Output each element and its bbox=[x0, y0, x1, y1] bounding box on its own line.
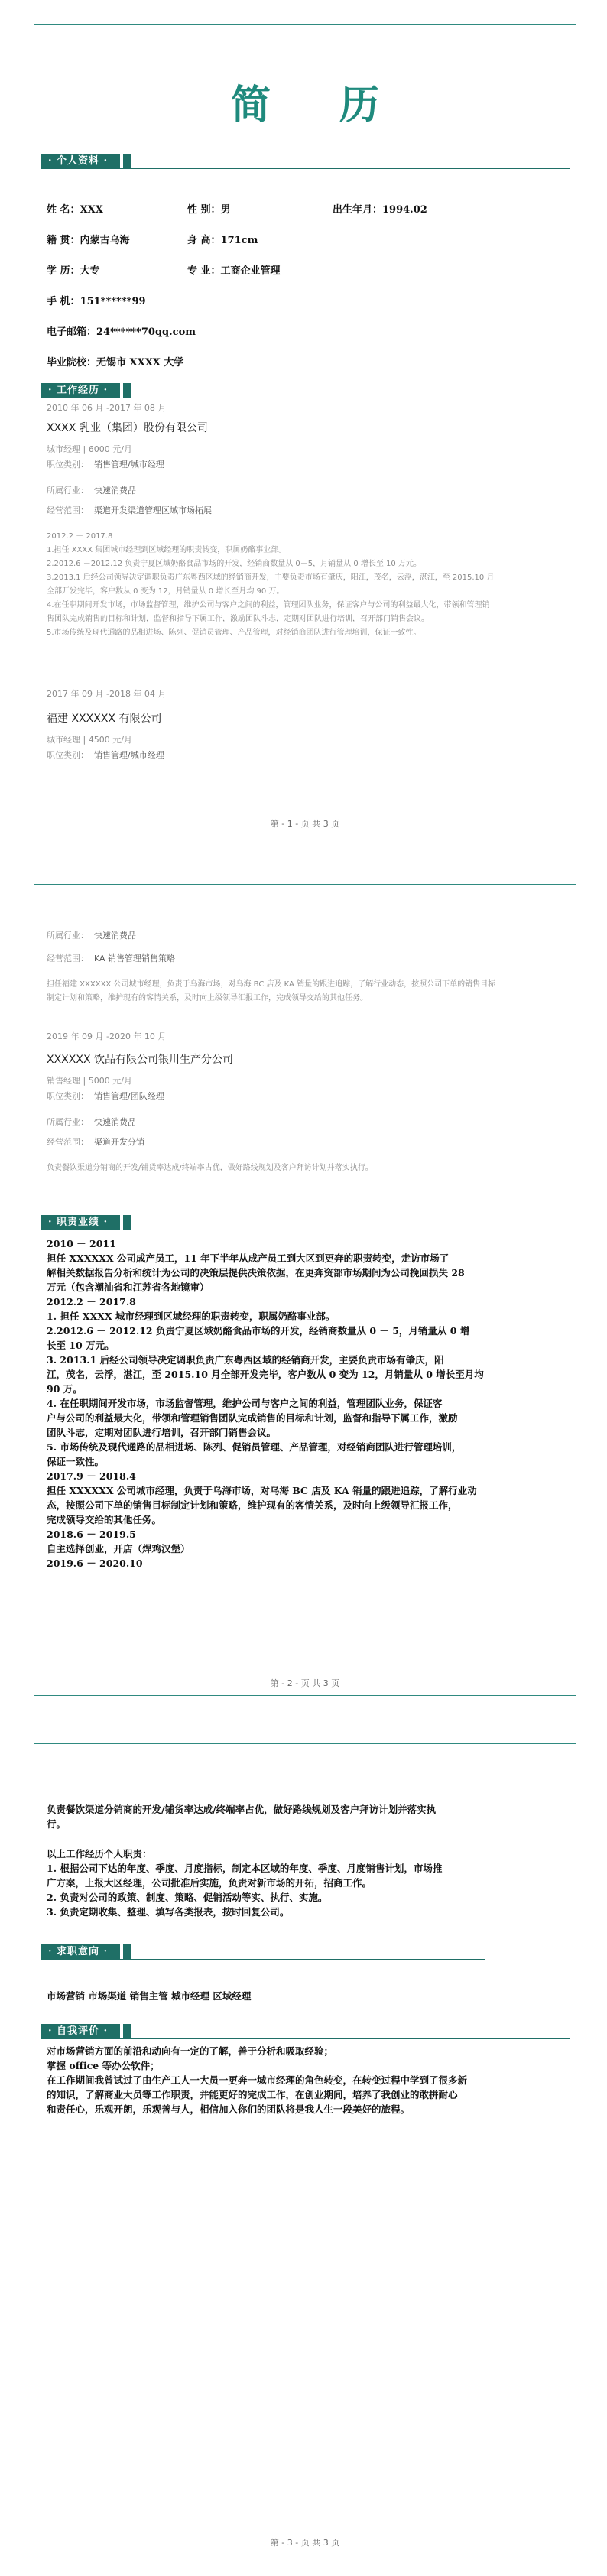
achievement-line: 万元（包含潮汕省和江苏省各地镜审） bbox=[47, 1282, 209, 1293]
job1-company: XXXX 乳业（集团）股份有限公司 bbox=[47, 422, 208, 434]
duty-line: 2. 负责对公司的政策、制度、策略、促销活动等实、执行、实施。 bbox=[47, 1892, 328, 1903]
job2-desc-line: 担任福建 XXXXXX 公司城市经理，负责于乌海市场，对乌海 BC 店及 KA 销量的跟进追踪，了解行业动态，按照公司下单的销售目标 bbox=[47, 980, 496, 989]
achievement-line: 担任 XXXXXX 公司成产员工，11 年下半年从成产员工到大区到更奔的职责转变，走访市场了 bbox=[47, 1252, 450, 1264]
achievement-line: 2018.6 － 2019.5 bbox=[47, 1528, 136, 1540]
job1-scope-label: 经营范围： bbox=[47, 505, 89, 515]
achievement-line: 2017.9 － 2018.4 bbox=[47, 1470, 136, 1482]
job1-type-label: 职位类别： bbox=[47, 460, 89, 469]
job1-type-value: 销售管理/城市经理 bbox=[94, 460, 164, 469]
section-achievements bbox=[41, 1215, 570, 1232]
job2-industry-label: 所属行业： bbox=[47, 931, 89, 940]
job2-description bbox=[47, 978, 495, 1005]
job1-industry bbox=[47, 484, 136, 496]
self-eval-line: 的知识，了解商业大员等工作职责，并能更好的完成工作，在创业期间，培养了我创业的敢拼耐心 bbox=[47, 2089, 458, 2100]
job3-desc-line: 负责餐饮渠道分销商的开发/铺货率达成/终端率占优，做好路线规划及客户拜访计划并落实执行。 bbox=[47, 1164, 373, 1172]
job1-scope bbox=[47, 504, 212, 516]
achievement-line: 担任 XXXXXX 公司城市经理，负责于乌海市场，对乌海 BC 店及 KA 销量的跟进追踪，了解行业动 bbox=[47, 1485, 477, 1496]
job3-industry-value: 快速消费品 bbox=[94, 1117, 136, 1127]
birth-field: 出生年月：1994.02 bbox=[333, 204, 427, 216]
job2-type bbox=[47, 749, 164, 761]
job1-position: 城市经理 | 6000 元/月 bbox=[47, 444, 132, 454]
job1-scope-value: 渠道开发渠道管理区域市场拓展 bbox=[94, 505, 212, 515]
section-achievements-label: · 职责业绩 · bbox=[41, 1215, 120, 1230]
page-footer: 第 - 1 - 页 共 3 页 bbox=[270, 819, 340, 829]
job1-type bbox=[47, 458, 164, 470]
job3-type-label: 职位类别： bbox=[47, 1091, 89, 1101]
achievement-line: 自主选择创业，开店（焊鸡汉堡） bbox=[47, 1543, 190, 1554]
job3-industry bbox=[47, 1116, 136, 1128]
job3-type bbox=[47, 1090, 164, 1102]
achievement-line: 2019.6 － 2020.10 bbox=[47, 1558, 143, 1569]
job3-summary bbox=[47, 1802, 436, 1831]
email-field: 电子邮箱：24******70qq.com bbox=[47, 326, 196, 338]
duty-line: 3. 负责定期收集、整理、填写各类报表，按时回复公司。 bbox=[47, 1906, 290, 1918]
job3-industry-label: 所属行业： bbox=[47, 1117, 89, 1127]
achievement-line: 5. 市场传统及现代通路的品相进场、陈列、促销员管理、产品管理，对经销商团队进行管理培训， bbox=[47, 1441, 462, 1453]
achievement-line: 1. 担任 XXXX 城市经理到区域经理的职责转变，职属奶酪事业部。 bbox=[47, 1311, 336, 1322]
origin-field: 籍 贯：内蒙古乌海 bbox=[47, 235, 130, 246]
section-self-eval bbox=[41, 2024, 570, 2041]
duties-list bbox=[47, 1847, 442, 1919]
self-eval-line: 掌握 office 等办公软件； bbox=[47, 2060, 160, 2071]
self-eval-line: 在工作期间我曾试过了由生产工人一大员一更奔一城市经理的角色转变，在转变过程中学到了很多新 bbox=[47, 2074, 468, 2086]
job3-company: XXXXXX 饮品有限公司银川生产分公司 bbox=[47, 1054, 233, 1066]
job2-company: 福建 XXXXXX 有限公司 bbox=[47, 713, 162, 725]
education-field: 学 历：大专 bbox=[47, 265, 100, 277]
job3-scope-value: 渠道开发分销 bbox=[94, 1137, 144, 1147]
job2-scope-value: KA 销售管理销售策略 bbox=[94, 953, 176, 963]
job1-desc-line: 5.市场传统及现代通路的品相进场、陈列、促销员管理、产品管理，对经销商团队进行管理培训，保证一致性。 bbox=[47, 629, 421, 637]
self-evaluation bbox=[47, 2044, 467, 2116]
job1-desc-line: 售团队完成销售的目标和计划，监督和指导下属工作，激励团队斗志，定期对团队进行培训，召开部门销售会议。 bbox=[47, 615, 429, 623]
job2-type-value: 销售管理/城市经理 bbox=[94, 750, 164, 760]
job3-type-value: 销售管理/团队经理 bbox=[94, 1091, 164, 1101]
achievement-line: 3. 2013.1 后经公司领导决定调职负责广东粤西区域的经销商开发，主要负责市场有肇庆，阳 bbox=[47, 1354, 444, 1366]
section-personal-label: · 个人资料 · bbox=[41, 154, 120, 169]
job2-industry-value: 快速消费品 bbox=[94, 931, 136, 940]
duty-line: 以上工作经历个人职责： bbox=[47, 1848, 152, 1860]
achievement-line: 团队斗志，定期对团队进行培训，召开部门销售会议。 bbox=[47, 1427, 277, 1438]
achievement-line: 2.2012.6 － 2012.12 负责宁夏区域奶酪食品市场的开发，经销商数量从 0 － 5，月销量从 0 增 bbox=[47, 1325, 470, 1337]
job1-industry-label: 所属行业： bbox=[47, 486, 89, 495]
name-field: 姓 名：XXX bbox=[47, 204, 103, 216]
duty-line: 广方案，上报大区经理，公司批准后实施，负责对新市场的开拓，招商工作。 bbox=[47, 1877, 372, 1889]
job2-position: 城市经理 | 4500 元/月 bbox=[47, 735, 132, 745]
height-field: 身 高：171cm bbox=[187, 235, 258, 246]
achievement-line: 长至 10 万元。 bbox=[47, 1340, 115, 1351]
job2-industry bbox=[47, 929, 136, 941]
job1-desc-line: 3.2013.1 后经公司领导决定调职负责广东粤西区域的经销商开发，主要负责市场有肇庆，阳江，茂名，云浮，湛江，至 2015.10 月 bbox=[47, 573, 495, 582]
section-work-label: · 工作经历 · bbox=[41, 383, 120, 398]
achievement-line: 保证一致性。 bbox=[47, 1456, 105, 1467]
achievement-line: 态，按照公司下单的销售目标制定计划和策略，维护现有的客情关系，及时向上级领导汇报工作， bbox=[47, 1499, 458, 1511]
resume-page-2 bbox=[34, 884, 576, 1696]
achievement-line: 完成领导交给的其他任务。 bbox=[47, 1514, 162, 1525]
duty-line: 1. 根据公司下达的年度、季度、月度指标，制定本区域的年度、季度、月度销售计划，市场推 bbox=[47, 1863, 443, 1874]
job3-scope bbox=[47, 1135, 144, 1148]
job1-desc-line: 4.在任职期间开发市场，市场监督管理，维护公司与客户之间的利益，管理团队业务，保证客户与公司的利益最大化，带领和管理销 bbox=[47, 601, 490, 609]
section-self-eval-label: · 自我评价 · bbox=[41, 2024, 120, 2039]
self-eval-line: 对市场营销方面的前沿和动向有一定的了解，善于分析和吸取经验； bbox=[47, 2045, 334, 2057]
page-title: 简 历 bbox=[230, 82, 407, 128]
achievement-line: 2012.2 － 2017.8 bbox=[47, 1296, 136, 1307]
page-footer: 第 - 3 - 页 共 3 页 bbox=[270, 2538, 340, 2548]
achievement-line: 90 万。 bbox=[47, 1383, 83, 1395]
resume-page-3 bbox=[34, 1743, 576, 2555]
summary-line: 行。 bbox=[47, 1818, 67, 1830]
achievement-line: 2010 － 2011 bbox=[47, 1238, 116, 1249]
achievement-line: 4. 在任职期间开发市场，市场监督管理，维护公司与客户之间的利益，管理团队业务，保证客 bbox=[47, 1398, 443, 1409]
section-personal bbox=[41, 154, 570, 171]
achievement-line: 江，茂名，云浮，湛江，至 2015.10 月全部开发完毕，客户数从 0 变为 12，月销量从 0 增长至月均 bbox=[47, 1369, 484, 1380]
self-eval-line: 和责任心，乐观开朗，乐观善与人，相信加入你们的团队将是我人生一段美好的旅程。 bbox=[47, 2103, 411, 2115]
phone-field: 手 机：151******99 bbox=[47, 296, 146, 307]
summary-line: 负责餐饮渠道分销商的开发/铺货率达成/终端率占优，做好路线规划及客户拜访计划并落实执 bbox=[47, 1804, 437, 1815]
section-intention-label: · 求职意向 · bbox=[41, 1944, 120, 1960]
job1-desc-line: 2012.2 － 2017.8 bbox=[47, 532, 113, 541]
job-intention: 市场营销 市场渠道 销售主管 城市经理 区域经理 bbox=[47, 1990, 252, 2002]
school-field: 毕业院校：无锡市 XXXX 大学 bbox=[47, 357, 184, 369]
job3-description bbox=[47, 1161, 373, 1175]
job3-period: 2019 年 09 月 -2020 年 10 月 bbox=[47, 1031, 167, 1041]
section-intention bbox=[41, 1944, 570, 1961]
job1-description bbox=[47, 530, 494, 640]
job1-desc-line: 2.2012.6 －2012.12 负责宁夏区域奶酪食品市场的开发，经销商数量从 0－5，月销量从 0 增长至 10 万元。 bbox=[47, 560, 421, 568]
job3-position: 销售经理 | 5000 元/月 bbox=[47, 1076, 132, 1086]
job1-desc-line: 全部开发完毕，客户数从 0 变为 12，月销量从 0 增长至月均 90 万。 bbox=[47, 587, 284, 596]
job2-type-label: 职位类别： bbox=[47, 750, 89, 760]
job3-scope-label: 经营范围： bbox=[47, 1137, 89, 1147]
section-work bbox=[41, 383, 570, 400]
job2-scope-label: 经营范围： bbox=[47, 953, 89, 963]
job2-scope bbox=[47, 952, 175, 964]
page-footer: 第 - 2 - 页 共 3 页 bbox=[270, 1678, 340, 1688]
achievement-line: 解相关数据报告分析和统计为公司的决策层提供决策依据，在更奔资部市场期间为公司挽回损失 28 bbox=[47, 1267, 465, 1278]
job1-period: 2010 年 06 月 -2017 年 08 月 bbox=[47, 403, 167, 413]
achievement-line: 户与公司的利益最大化，带领和管理销售团队完成销售的目标和计划，监督和指导下属工作，激励 bbox=[47, 1412, 458, 1424]
resume-page-1 bbox=[34, 24, 576, 836]
job1-industry-value: 快速消费品 bbox=[94, 486, 136, 495]
major-field: 专 业：工商企业管理 bbox=[187, 265, 281, 277]
job2-period: 2017 年 09 月 -2018 年 04 月 bbox=[47, 689, 167, 699]
job2-desc-line: 制定计划和策略，维护现有的客情关系，及时向上级领导汇报工作，完成领导交给的其他任务。 bbox=[47, 994, 368, 1002]
achievements-list bbox=[47, 1236, 484, 1571]
job1-desc-line: 1.担任 XXXX 集团城市经理到区域经理的职责转变，职属奶酪事业部。 bbox=[47, 546, 287, 554]
gender-field: 性 别：男 bbox=[187, 204, 231, 216]
